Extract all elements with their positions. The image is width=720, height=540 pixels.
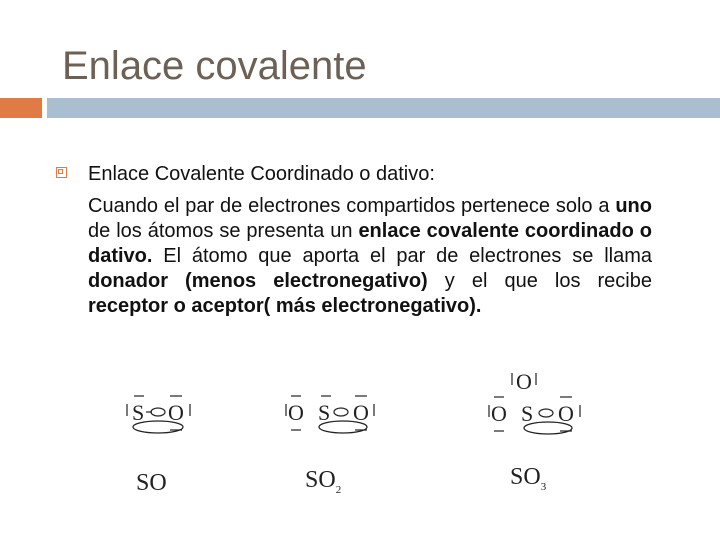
slide-title: Enlace covalente: [62, 44, 367, 88]
lewis-structure-so2: [283, 372, 379, 444]
paragraph-bold: uno: [615, 195, 652, 217]
paragraph-bold: donador (menos electronegativo): [88, 270, 428, 292]
lewis-structure-so: [118, 372, 200, 444]
paragraph-bold: enlace covalente coordinado o dativo.: [88, 220, 652, 267]
bullet-paragraph: [88, 194, 652, 319]
paragraph-text: y el que los recibe: [427, 270, 652, 292]
paragraph-text: El átomo que aporta el par de electrones se llama: [152, 245, 652, 267]
atom-s: S: [521, 401, 534, 426]
formula-so: [136, 470, 167, 497]
formula-main: SO: [510, 464, 541, 490]
formula-subscript: 2: [335, 483, 342, 496]
atom-o: O: [288, 400, 304, 425]
atom-o: O: [491, 401, 507, 426]
title-accent-bar-orange: [0, 98, 42, 118]
lewis-structure-so3: [486, 365, 586, 445]
formula-main: SO: [305, 467, 336, 493]
title-accent-bar-blue: [47, 98, 720, 118]
atom-o-top: O: [516, 369, 532, 394]
atom-s: S: [318, 400, 331, 425]
atom-o: O: [558, 401, 574, 426]
paragraph-bold: receptor o aceptor( más electronegativo).: [88, 295, 482, 317]
bullet-heading: Enlace Covalente Coordinado o dativo:: [88, 163, 435, 185]
formula-subscript: 3: [540, 480, 547, 493]
formula-main: SO: [136, 470, 167, 496]
atom-o: O: [168, 400, 184, 425]
atom-o: O: [353, 400, 369, 425]
atom-s: S: [132, 400, 145, 425]
paragraph-text: Cuando el par de electrones compartidos pertenece solo a: [88, 195, 616, 217]
square-bullet-icon: [56, 167, 67, 178]
formula-so3: [510, 464, 546, 493]
formula-so2: [305, 467, 341, 496]
paragraph-text: de los átomos se presenta un: [88, 220, 359, 242]
